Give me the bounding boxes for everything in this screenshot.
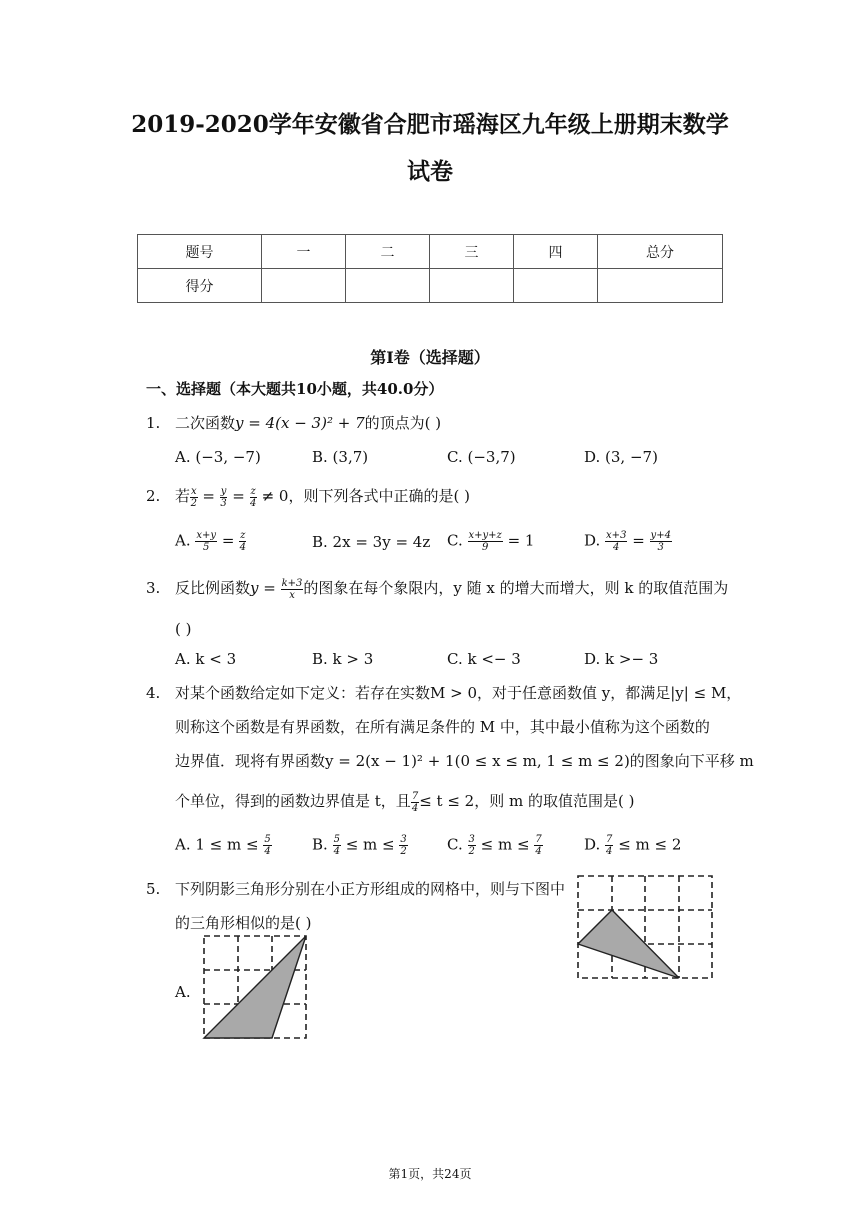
fraction: $\frac{y}{3}$ bbox=[220, 485, 227, 509]
score-table-header-row bbox=[138, 235, 723, 269]
q3-post: 的图象在每个象限内，y 随 x 的增大而增大，则 k 的取值范围为 bbox=[303, 579, 729, 597]
score-header-cell: 二 bbox=[346, 235, 430, 269]
fraction: $\frac{7}{4}$ bbox=[411, 790, 419, 814]
question-2-text: 若 $\frac{x}{2}$ = $\frac{y}{3}$ = $\frac{z}{4}$ ≠ 0，则下列各式中正确的是( ) bbox=[175, 485, 470, 509]
fraction: $\frac{y+4}{3}$ bbox=[650, 530, 671, 553]
fraction: $\frac{7}{4}$ bbox=[535, 834, 542, 857]
q1-pre: 二次函数 bbox=[175, 414, 236, 432]
score-cell bbox=[346, 269, 430, 303]
score-header-cell: 三 bbox=[430, 235, 514, 269]
option-label: A. bbox=[175, 531, 191, 550]
option-label: C. bbox=[447, 835, 463, 854]
q5-line2: 的三角形相似的是( ) bbox=[175, 914, 312, 932]
fraction: $\frac{x+3}{4}$ bbox=[606, 530, 627, 553]
fraction: $\frac{5}{4}$ bbox=[264, 834, 271, 857]
option-label: B. bbox=[312, 835, 328, 854]
q2-ne: ≠ 0 bbox=[261, 487, 289, 505]
question-number: 4. bbox=[146, 684, 161, 702]
q3-pre: 反比例函数 bbox=[175, 579, 251, 597]
option-label: C. bbox=[447, 531, 463, 550]
q3-option-a: A. k < 3 bbox=[175, 650, 237, 668]
score-cell bbox=[598, 269, 723, 303]
fraction: $\frac{5}{4}$ bbox=[333, 834, 340, 857]
score-header-cell: 一 bbox=[262, 235, 346, 269]
q2-post: ，则下列各式中正确的是( ) bbox=[288, 487, 470, 505]
q4-line4 bbox=[175, 784, 634, 818]
score-cell bbox=[262, 269, 346, 303]
q1-option-a: A. (−3, −7) bbox=[175, 448, 261, 466]
score-header-cell: 题号 bbox=[138, 235, 262, 269]
q2-pre: 若 bbox=[175, 487, 191, 505]
q2-option-a: A. $\frac{x+y}{5}$ = $\frac{z}{4}$ bbox=[175, 530, 246, 553]
fraction: $\frac{3}{2}$ bbox=[400, 834, 407, 857]
question-1-text bbox=[175, 406, 441, 440]
q4-option-d: D. $\frac{7}{4}$ ≤ m ≤ 2 bbox=[584, 834, 682, 857]
score-table-row bbox=[138, 269, 723, 303]
score-table bbox=[137, 234, 723, 303]
q4-line2: 则称这个函数是有界函数，在所有满足条件的 M 中，其中最小值称为这个函数的 bbox=[175, 718, 710, 736]
page-title-line2: 试卷 bbox=[407, 158, 453, 185]
q1-option-c: C. (−3,7) bbox=[447, 448, 516, 466]
part-title: 一、选择题（本大题共10小题，共40.0分） bbox=[146, 380, 444, 398]
q4-option-c: C. $\frac{3}{2}$ ≤ m ≤ $\frac{7}{4}$ bbox=[447, 834, 542, 857]
q2-option-b: B. 2x = 3y = 4z bbox=[312, 533, 431, 551]
q4-line4-post: ≤ t ≤ 2，则 m 的取值范围是( ) bbox=[419, 792, 635, 810]
score-cell bbox=[514, 269, 598, 303]
question-number: 3. bbox=[146, 579, 161, 597]
option-label: A. 1 ≤ m ≤ bbox=[175, 835, 259, 854]
fraction: $\frac{7}{4}$ bbox=[606, 834, 613, 857]
score-cell bbox=[430, 269, 514, 303]
fraction: $\frac{x}{2}$ bbox=[190, 485, 198, 509]
q4-line3: 边界值．现将有界函数y = 2(x − 1)² + 1(0 ≤ x ≤ m, 1 ≤ m ≤ 2)的图象向下平移 m bbox=[175, 752, 754, 770]
question-3-text: 反比例函数y = $\frac{k+3}{x}$ 的图象在每个象限内，y 随 x 的增大而增大，则 k 的取值范围为 bbox=[175, 577, 729, 601]
q3-option-c: C. k <− 3 bbox=[447, 650, 521, 668]
score-row-label: 得分 bbox=[138, 269, 262, 303]
score-header-cell: 总分 bbox=[598, 235, 723, 269]
q1-option-b: B. (3,7) bbox=[312, 448, 369, 466]
option-label: D. bbox=[584, 835, 601, 854]
page-title: 2019-2020学年安徽省合肥市瑶海区九年级上册期末数学 bbox=[131, 111, 729, 138]
q5-option-a-figure bbox=[202, 934, 308, 1040]
q3-option-b: B. k > 3 bbox=[312, 650, 374, 668]
q5-option-a-label: A. bbox=[175, 983, 191, 1001]
q5-line1: 下列阴影三角形分别在小正方形组成的网格中，则与下图中 bbox=[175, 880, 566, 898]
q1-option-d: D. (3, −7) bbox=[584, 448, 658, 466]
q1-post: 的顶点为( ) bbox=[364, 414, 442, 432]
q3-option-d: D. k >− 3 bbox=[584, 650, 659, 668]
question-number: 5. bbox=[146, 880, 161, 898]
q4-line1: 对某个函数给定如下定义：若存在实数M > 0，对于任意函数值 y，都满足|y| ≤ M， bbox=[175, 684, 742, 702]
fraction: $\frac{z}{4}$ bbox=[239, 530, 246, 553]
q4-option-b: B. $\frac{5}{4}$ ≤ m ≤ $\frac{3}{2}$ bbox=[312, 834, 407, 857]
page-footer: 第1页，共24页 bbox=[388, 1167, 472, 1181]
q1-expr: y = 4(x − 3)² + 7 bbox=[235, 414, 365, 432]
q4-option-a bbox=[175, 834, 272, 857]
question-number: 1. bbox=[146, 414, 161, 432]
section-title: 第I卷（选择题） bbox=[370, 348, 490, 367]
q3-line2: ( ) bbox=[175, 620, 192, 638]
score-header-cell: 四 bbox=[514, 235, 598, 269]
fraction: $\frac{3}{2}$ bbox=[468, 834, 475, 857]
fraction: $\frac{x+y+z}{9}$ bbox=[468, 530, 502, 553]
q2-option-d: D. $\frac{x+3}{4}$ = $\frac{y+4}{3}$ bbox=[584, 530, 671, 553]
shaded-triangle bbox=[204, 936, 306, 1038]
question-number: 2. bbox=[146, 487, 161, 505]
fraction: $\frac{x+y}{5}$ bbox=[196, 530, 217, 553]
reference-triangle-figure bbox=[576, 874, 714, 980]
q4-line4-pre: 个单位，得到的函数边界值是 t，且 bbox=[175, 792, 411, 810]
fraction: $\frac{z}{4}$ bbox=[249, 485, 257, 509]
option-label: D. bbox=[584, 531, 601, 550]
q2-option-c: C. $\frac{x+y+z}{9}$ = 1 bbox=[447, 530, 535, 553]
fraction: $\frac{k+3}{x}$ bbox=[281, 577, 303, 601]
